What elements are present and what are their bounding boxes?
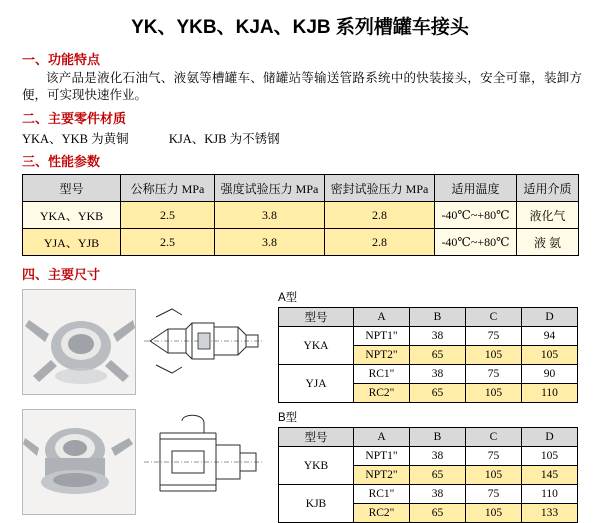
dim-a-cell: RC2" [354,384,410,403]
dim-table-b-label: B型 [278,412,298,424]
dim-a-cell: 65 [410,384,466,403]
features-paragraph: 该产品是液化石油气、液氨等槽罐车、储罐站等输送管路系统中的快装接头，安全可靠，装卸方便，可实现快速作业。 [22,71,582,102]
dim-a-cell: 75 [466,327,522,346]
dim-table-a-label: A型 [278,292,298,304]
table-row [279,447,578,466]
spec-cell: 2.5 [121,229,215,256]
spec-header-cell: 型号 [23,175,121,202]
table-row [279,365,578,384]
page-title: YK、YKB、KJA、KJB 系列槽罐车接头 [131,17,469,38]
dim-a-header-cell: B [410,308,466,327]
dim-b-cell: RC2" [354,504,410,523]
dim-a-header-row [279,308,578,327]
drawing-a-graphic [142,289,264,393]
section-heading-dims: 四、主要尺寸 [22,267,101,282]
section-heading-features: 一、功能特点 [22,52,101,67]
product-photo-a [22,289,136,395]
dim-b-cell: 75 [466,485,522,504]
product-photo-b [22,409,136,515]
dim-table-a [278,307,578,403]
material-brass-text: YKA、YKB 为黄铜 [22,132,129,146]
dim-b-cell: 65 [410,466,466,485]
dim-table-b-wrap [278,409,600,523]
dim-b-header-cell: B [410,428,466,447]
dim-a-cell: 105 [466,384,522,403]
dim-a-cell: 38 [410,327,466,346]
dim-b-cell: 110 [522,485,578,504]
photo-a-graphic [23,290,135,394]
dim-a-cell: 105 [522,346,578,365]
material-line [22,129,600,147]
spec-cell: 液化气 [517,202,579,229]
spec-table [22,174,579,256]
dim-a-cell: 65 [410,346,466,365]
table-row [279,485,578,504]
dim-b-cell: NPT2" [354,466,410,485]
technical-drawing-b [142,409,264,513]
spec-cell: 3.8 [215,229,325,256]
figure-row-b [22,409,600,523]
drawing-b-graphic [142,409,264,513]
dim-b-cell: 65 [410,504,466,523]
dim-b-cell: 133 [522,504,578,523]
dim-a-cell: RC1" [354,365,410,384]
section-heading-params: 三、性能参数 [22,154,101,169]
spec-table-header-row [23,175,579,202]
dim-table-b [278,427,578,523]
dim-b-cell: RC1" [354,485,410,504]
spec-cell: -40℃~+80℃ [435,229,517,256]
table-row [23,202,579,229]
dim-a-cell: 94 [522,327,578,346]
dim-a-cell: 75 [466,365,522,384]
dim-a-model-cell: YJA [279,365,354,403]
dim-a-header-cell: A [354,308,410,327]
dim-a-header-cell: 型号 [279,308,354,327]
dim-b-cell: 38 [410,485,466,504]
dim-b-cell: 38 [410,447,466,466]
dim-a-cell: NPT2" [354,346,410,365]
spec-cell: -40℃~+80℃ [435,202,517,229]
dim-a-cell: 38 [410,365,466,384]
figure-row-a [22,289,600,403]
dim-b-header-cell: 型号 [279,428,354,447]
dim-a-cell: 105 [466,346,522,365]
dim-a-cell: 110 [522,384,578,403]
dim-a-header-cell: D [522,308,578,327]
dim-b-header-cell: C [466,428,522,447]
dim-b-cell: 105 [522,447,578,466]
technical-drawing-a [142,289,264,393]
spec-cell: 2.5 [121,202,215,229]
spec-cell: 液 氨 [517,229,579,256]
dim-b-header-cell: A [354,428,410,447]
spec-header-cell: 公称压力 MPa [121,175,215,202]
dim-b-cell: 105 [466,466,522,485]
material-steel-text: KJA、KJB 为不锈钢 [168,132,280,146]
spec-header-cell: 适用介质 [517,175,579,202]
photo-b-graphic [23,410,135,514]
dim-b-model-cell: KJB [279,485,354,523]
spec-header-cell: 适用温度 [435,175,517,202]
table-row [23,229,579,256]
dim-b-cell: 105 [466,504,522,523]
dim-b-cell: NPT1" [354,447,410,466]
spec-cell: YKA、YKB [23,202,121,229]
figures-area [0,289,600,523]
section-heading-material: 二、主要零件材质 [22,111,127,126]
dim-a-model-cell: YKA [279,327,354,365]
spec-cell: 3.8 [215,202,325,229]
spec-cell: 2.8 [325,229,435,256]
dim-b-header-cell: D [522,428,578,447]
dim-table-a-wrap [278,289,600,403]
dim-b-cell: 75 [466,447,522,466]
spec-header-cell: 强度试验压力 MPa [215,175,325,202]
spec-cell: 2.8 [325,202,435,229]
spec-header-cell: 密封试验压力 MPa [325,175,435,202]
dim-a-header-cell: C [466,308,522,327]
dim-a-cell: NPT1" [354,327,410,346]
table-row [279,327,578,346]
spec-cell: YJA、YJB [23,229,121,256]
dim-b-model-cell: YKB [279,447,354,485]
dim-b-cell: 145 [522,466,578,485]
dim-a-cell: 90 [522,365,578,384]
dim-b-header-row [279,428,578,447]
